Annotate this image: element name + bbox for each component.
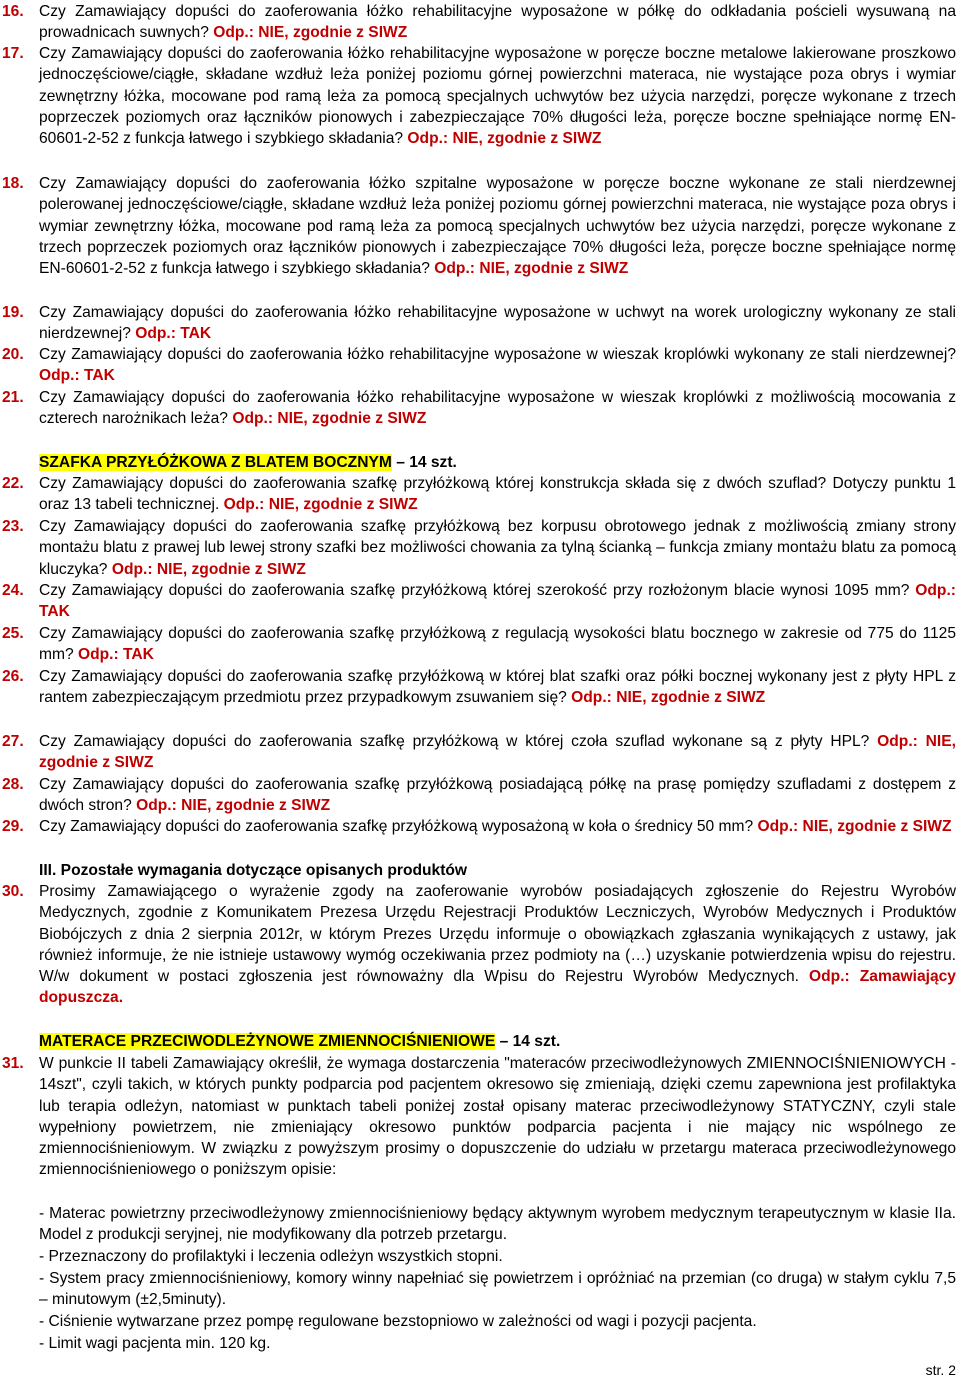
answer: Odp.: NIE, zgodnie z SIWZ	[757, 818, 952, 835]
spec-bullet: - Materac powietrzny przeciwodleżynowy zmiennociśnieniowy będący aktywnym wyrobem medycznym terapeutycznym w klasie IIa. Model z produkcji seryjnej, nie modyfikowany dla potrzeb przetargu.	[39, 1205, 956, 1244]
answer: Odp.: NIE, zgodnie z SIWZ	[232, 410, 427, 428]
answer: Odp.: Zamawiający dopuszcza.	[39, 968, 956, 1007]
item-text: Czy Zamawiający dopuści do zaoferowania łóżko szpitalne wyposażone w poręcze boczne wykonane ze stali nierdzewnej polerowanej jednoczęściowe/ciągłe, składane wzdłuż leża poniżej poziomu górnej powierzchni materaca, nie wystające poza obrys i wymiar zewnętrzny łóżka, mocowane pod ramą leża za pomocą specjalnych uchwytów bez użycia narzędzi, poręcze wykonane z trzech poprzeczek poziomych oraz łączników pionowych i zabezpieczające 70% długości leża, poręcze boczne spełniające normę EN-60601-2-52 z funkcja łatwego i szybkiego składania? Odp.: NIE, zgodnie z SIWZ	[39, 175, 956, 278]
item-number: 22.	[2, 475, 24, 492]
item-number: 19.	[2, 304, 24, 321]
item-number: 16.	[2, 3, 24, 20]
answer: Odp.: NIE, zgodnie z SIWZ	[136, 797, 331, 815]
item-text: Czy Zamawiający dopuści do zaoferowania szafkę przyłóżkową bez korpusu obrotowego jednak z możliwością zmiany strony montażu blatu z prawej lub lewej strony szafki bez możliwości chowania za tylną ścianką – funkcja zmiany montażu blatu za pomocą kluczyka? Odp.: NIE, zgodnie z SIWZ	[39, 518, 956, 578]
item-text: Czy Zamawiający dopuści do zaoferowania szafkę przyłóżkową której szerokość przy rozłożonym blacie wynosi 1095 mm? Odp.: TAK	[39, 582, 956, 621]
spec-bullet: - Przeznaczony do profilaktyki i leczenia odleżyn wszystkich stopni.	[39, 1248, 503, 1265]
answer: Odp.: NIE, zgodnie z SIWZ	[39, 733, 956, 772]
section-quantity: – 14 szt.	[495, 1033, 561, 1050]
section-heading-cabinet	[39, 452, 457, 473]
item-text: Czy Zamawiający dopuści do zaoferowania łóżko rehabilitacyjne wyposażone w półkę do odkładania pościeli wysuwaną na prowadnicach suwnych? Odp.: NIE, zgodnie z SIWZ	[39, 3, 956, 42]
item-text: Czy Zamawiający dopuści do zaoferowania szafkę przyłóżkową w której czoła szuflad wykonane są z płyty HPL? Odp.: NIE, zgodnie z SIWZ	[39, 733, 956, 772]
section-quantity: – 14 szt.	[391, 454, 457, 471]
item-number: 26.	[2, 668, 24, 685]
section-title: MATERACE PRZECIWODLEŻYNOWE ZMIENNOCIŚNIENIOWE	[39, 1033, 496, 1050]
section-heading-other-requirements: III. Pozostałe wymagania dotyczące opisanych produktów	[39, 862, 468, 879]
answer: Odp.: TAK	[78, 646, 154, 664]
item-text: Czy Zamawiający dopuści do zaoferowania łóżko rehabilitacyjne wyposażone w poręcze boczne metalowe lakierowane proszkowo jednoczęściowe/ciągłe, składane wzdłuż leża poniżej poziomu górnej powierzchni materaca, nie wystające poza obrys i wymiar zewnętrzny łóżka, mocowane pod ramą leża za pomocą specjalnych uchwytów bez użycia narzędzi, poręcze wykonane z trzech poprzeczek poziomych oraz łączników pionowych i zabezpieczające 70% długości leża, poręcze boczne spełniające normę EN-60601-2-52 z funkcja łatwego i szybkiego składania? Odp.: NIE, zgodnie z SIWZ	[39, 45, 956, 148]
item-text: Czy Zamawiający dopuści do zaoferowania łóżko rehabilitacyjne wyposażone w wieszak kroplówki z możliwością mocowania z czterech narożnikach leża? Odp.: NIE, zgodnie z SIWZ	[39, 389, 956, 428]
item-number: 29.	[2, 818, 24, 835]
item-text: Czy Zamawiający dopuści do zaoferowania łóżko rehabilitacyjne wyposażone w wieszak kroplówki wykonany ze stali nierdzewnej? Odp.: TAK	[39, 346, 956, 385]
item-text: Czy Zamawiający dopuści do zaoferowania szafkę przyłóżkową z regulacją wysokości blatu bocznego w zakresie od 775 do 1125 mm? Odp.: TAK	[39, 625, 956, 664]
item-number: 23.	[2, 518, 24, 535]
item-number: 30.	[2, 883, 24, 900]
item-text: Czy Zamawiający dopuści do zaoferowania szafkę przyłóżkową wyposażoną w koła o średnicy 50 mm? Odp.: NIE, zgodnie z SIWZ	[39, 818, 952, 835]
answer: Odp.: NIE, zgodnie z SIWZ	[111, 560, 306, 578]
item-text: Czy Zamawiający dopuści do zaoferowania szafkę przyłóżkową której konstrukcja składa się z dwóch szuflad? Dotyczy punktu 1 oraz 13 tabeli technicznej. Odp.: NIE, zgodnie z SIWZ	[39, 475, 956, 514]
answer: Odp.: NIE, zgodnie z SIWZ	[407, 130, 602, 148]
answer: Odp.: TAK	[135, 325, 212, 343]
item-text: Czy Zamawiający dopuści do zaoferowania szafkę przyłóżkową posiadającą półkę na prasę pomiędzy szufladami z dostępem z dwóch stron? Odp.: NIE, zgodnie z SIWZ	[39, 776, 956, 815]
answer: Odp.: NIE, zgodnie z SIWZ	[571, 689, 766, 707]
section-title: SZAFKA PRZYŁÓŻKOWA Z BLATEM BOCZNYM	[39, 454, 392, 471]
item-number: 18.	[2, 175, 24, 192]
spec-bullet: - Ciśnienie wytwarzane przez pompę regulowane bezstopniowo w zależności od wagi i pozycji pacjenta.	[39, 1313, 757, 1330]
item-number: 24.	[2, 582, 24, 599]
item-text: Czy Zamawiający dopuści do zaoferowania szafkę przyłóżkową w której blat szafki oraz półki bocznej wykonany jest z płyty HPL z rantem zabezpieczającym przedmiotu przez przypadkowym zsuwaniem się? Odp.: NIE, zgodnie z SIWZ	[39, 668, 956, 707]
answer: Odp.: TAK	[39, 367, 115, 385]
item-text: W punkcie II tabeli Zamawiający określił, że wymaga dostarczenia "materaców przeciwodleżynowych ZMIENNOCIŚNIENIOWYCH - 14szt", czyli takich, w których punkty podparcia pod pacjentem okresowo się zmieniają, dzięki czemu zapewniona jest profilaktyka lub terapia odleżyn, natomiast w punktach tabeli poniżej został opisany materac przeciwodleżynowy STATYCZNY, czyli stale wypełniony powietrzem, nie zmieniający okresowo punktów podparcia pacjenta i nie mający nic wspólnego ze zmiennociśnieniowym. W związku z powyższym prosimy o dopuszczenie do udziału w przetargu materaca przeciwodleżynowego zmiennociśnieniowego o poniższym opisie:	[39, 1055, 956, 1179]
item-number: 31.	[2, 1055, 24, 1072]
item-number: 27.	[2, 733, 24, 750]
answer: Odp.: NIE, zgodnie z SIWZ	[434, 260, 629, 278]
answer: Odp.: NIE, zgodnie z SIWZ	[213, 24, 408, 42]
answer: Odp.: NIE, zgodnie z SIWZ	[223, 496, 418, 514]
item-number: 28.	[2, 776, 24, 793]
section-heading-mattresses	[39, 1031, 560, 1052]
answer: Odp.: TAK	[39, 582, 956, 621]
item-text: Czy Zamawiający dopuści do zaoferowania łóżko rehabilitacyjne wyposażone w uchwyt na worek urologiczny wykonany ze stali nierdzewnej? Odp.: TAK	[39, 304, 956, 343]
item-text: Prosimy Zamawiającego o wyrażenie zgody na zaoferowanie wyrobów posiadających zgłoszenie do Rejestru Wyrobów Medycznych, zgodnie z Komunikatem Prezesa Urzędu Rejestracji Produktów Leczniczych, Wyrobów Medycznych i Produktów Biobójczych z dnia 2 sierpnia 2012r, w którym Prezes Urzędu informuje o obowiązkach zgłaszania wynikających z ustawy, jak również informuje, że nie istnieje ustawowy wymóg oczekiwania przez podmioty na (…) uzyskanie potwierdzenia wpisu do rejestru. W/w dokument w postaci zgłoszenia jest równoważny dla Wpisu do Rejestru Wyrobów Medycznych. Odp.: Zamawiający dopuszcza.	[39, 883, 956, 1007]
item-number: 20.	[2, 346, 24, 363]
page-number: str. 2	[925, 1362, 956, 1378]
spec-bullet: - System pracy zmiennociśnieniowy, komory winny napełniać się powietrzem i opróżniać na przemian (co druga) w stałym cyklu 7,5 – minutowym (±2,5minuty).	[39, 1270, 956, 1309]
item-number: 17.	[2, 45, 24, 62]
spec-bullet: - Limit wagi pacjenta min. 120 kg.	[39, 1335, 271, 1352]
item-number: 25.	[2, 625, 24, 642]
item-number: 21.	[2, 389, 24, 406]
